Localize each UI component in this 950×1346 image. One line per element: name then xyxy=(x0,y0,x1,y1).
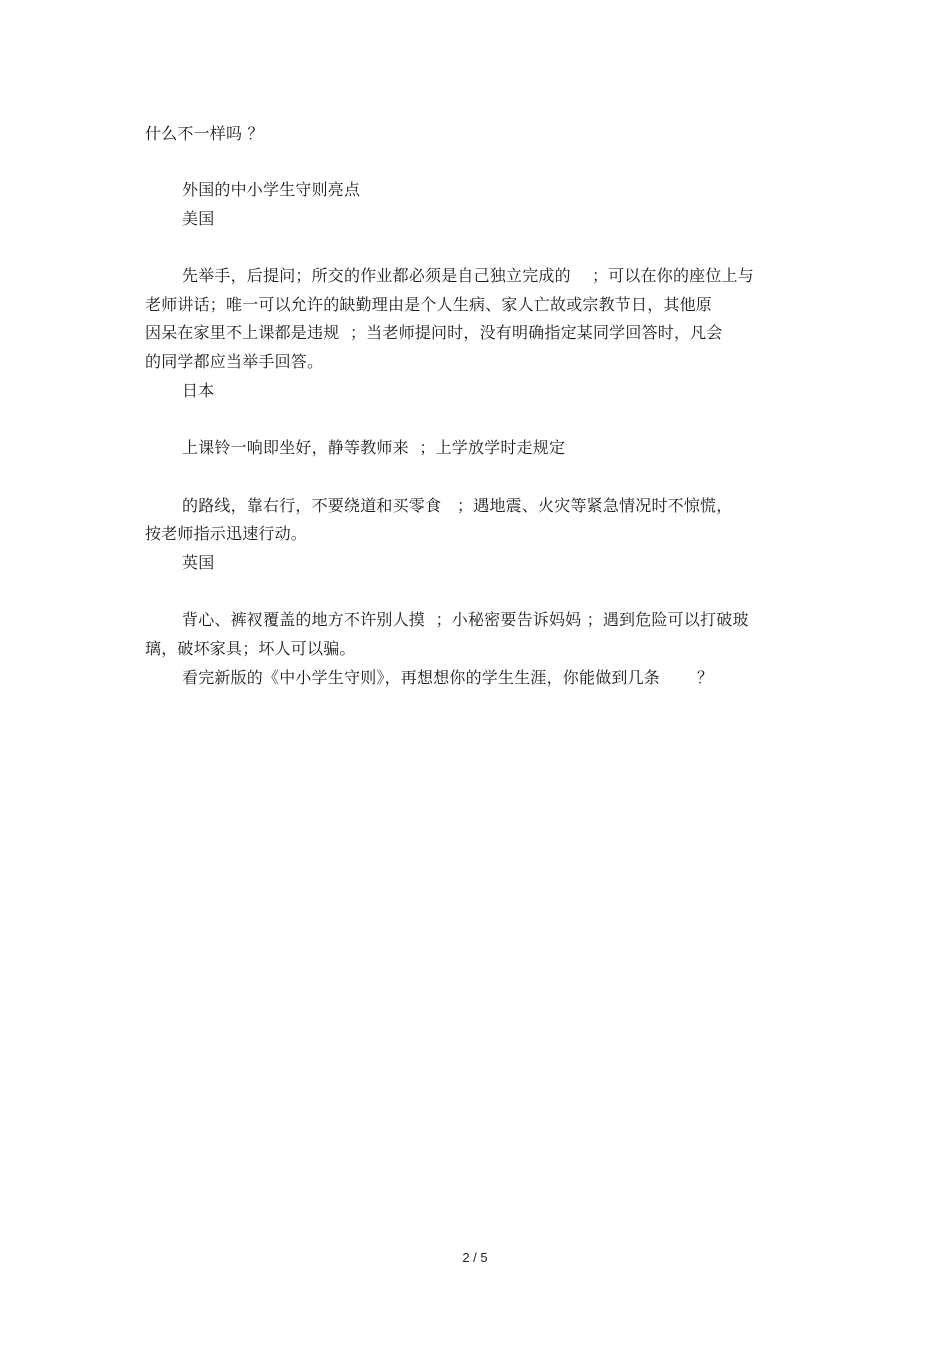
country-heading-uk: 英国 xyxy=(182,553,215,572)
page-number: 2 / 5 xyxy=(462,1250,488,1265)
usa-rules-line-3: 因呆在家里不上课都是违规 ；当老师提问时，没有明确指定某同学回答时，凡会 xyxy=(145,323,723,342)
uk-rules-line-2: 璃，破坏家具；坏人可以骗。 xyxy=(145,639,356,658)
japan-rules-line-2: 的路线，靠右行，不要绕道和买零食 ；遇地震、火灾等紧急情况时不惊慌， xyxy=(182,496,733,515)
country-heading-usa: 美国 xyxy=(182,209,215,228)
japan-rules-line-1: 上课铃一响即坐好，静等教师来 ；上学放学时走规定 xyxy=(182,438,566,457)
text-line-intro-end: 什么不一样吗 ？ xyxy=(145,124,264,143)
usa-rules-line-1: 先举手，后提问；所交的作业都必须是自己独立完成的 ；可以在你的座位上与 xyxy=(182,266,754,285)
japan-rules-line-3: 按老师指示迅速行动。 xyxy=(145,524,308,543)
usa-rules-line-2: 老师讲话；唯一可以允许的缺勤理由是个人生病、家人亡故或宗教节日，其他原 xyxy=(145,295,713,314)
country-heading-japan: 日本 xyxy=(182,381,215,400)
section-heading: 外国的中小学生守则亮点 xyxy=(182,180,361,199)
closing-question: 看完新版的《中小学生守则》，再想想你的学生生涯，你能做到几条 ？ xyxy=(182,668,714,687)
uk-rules-line-1: 背心、裤衩覆盖的地方不许别人摸 ；小秘密要告诉妈妈 ；遇到危险可以打破玻 xyxy=(182,610,749,629)
usa-rules-line-4: 的同学都应当举手回答。 xyxy=(145,352,324,371)
